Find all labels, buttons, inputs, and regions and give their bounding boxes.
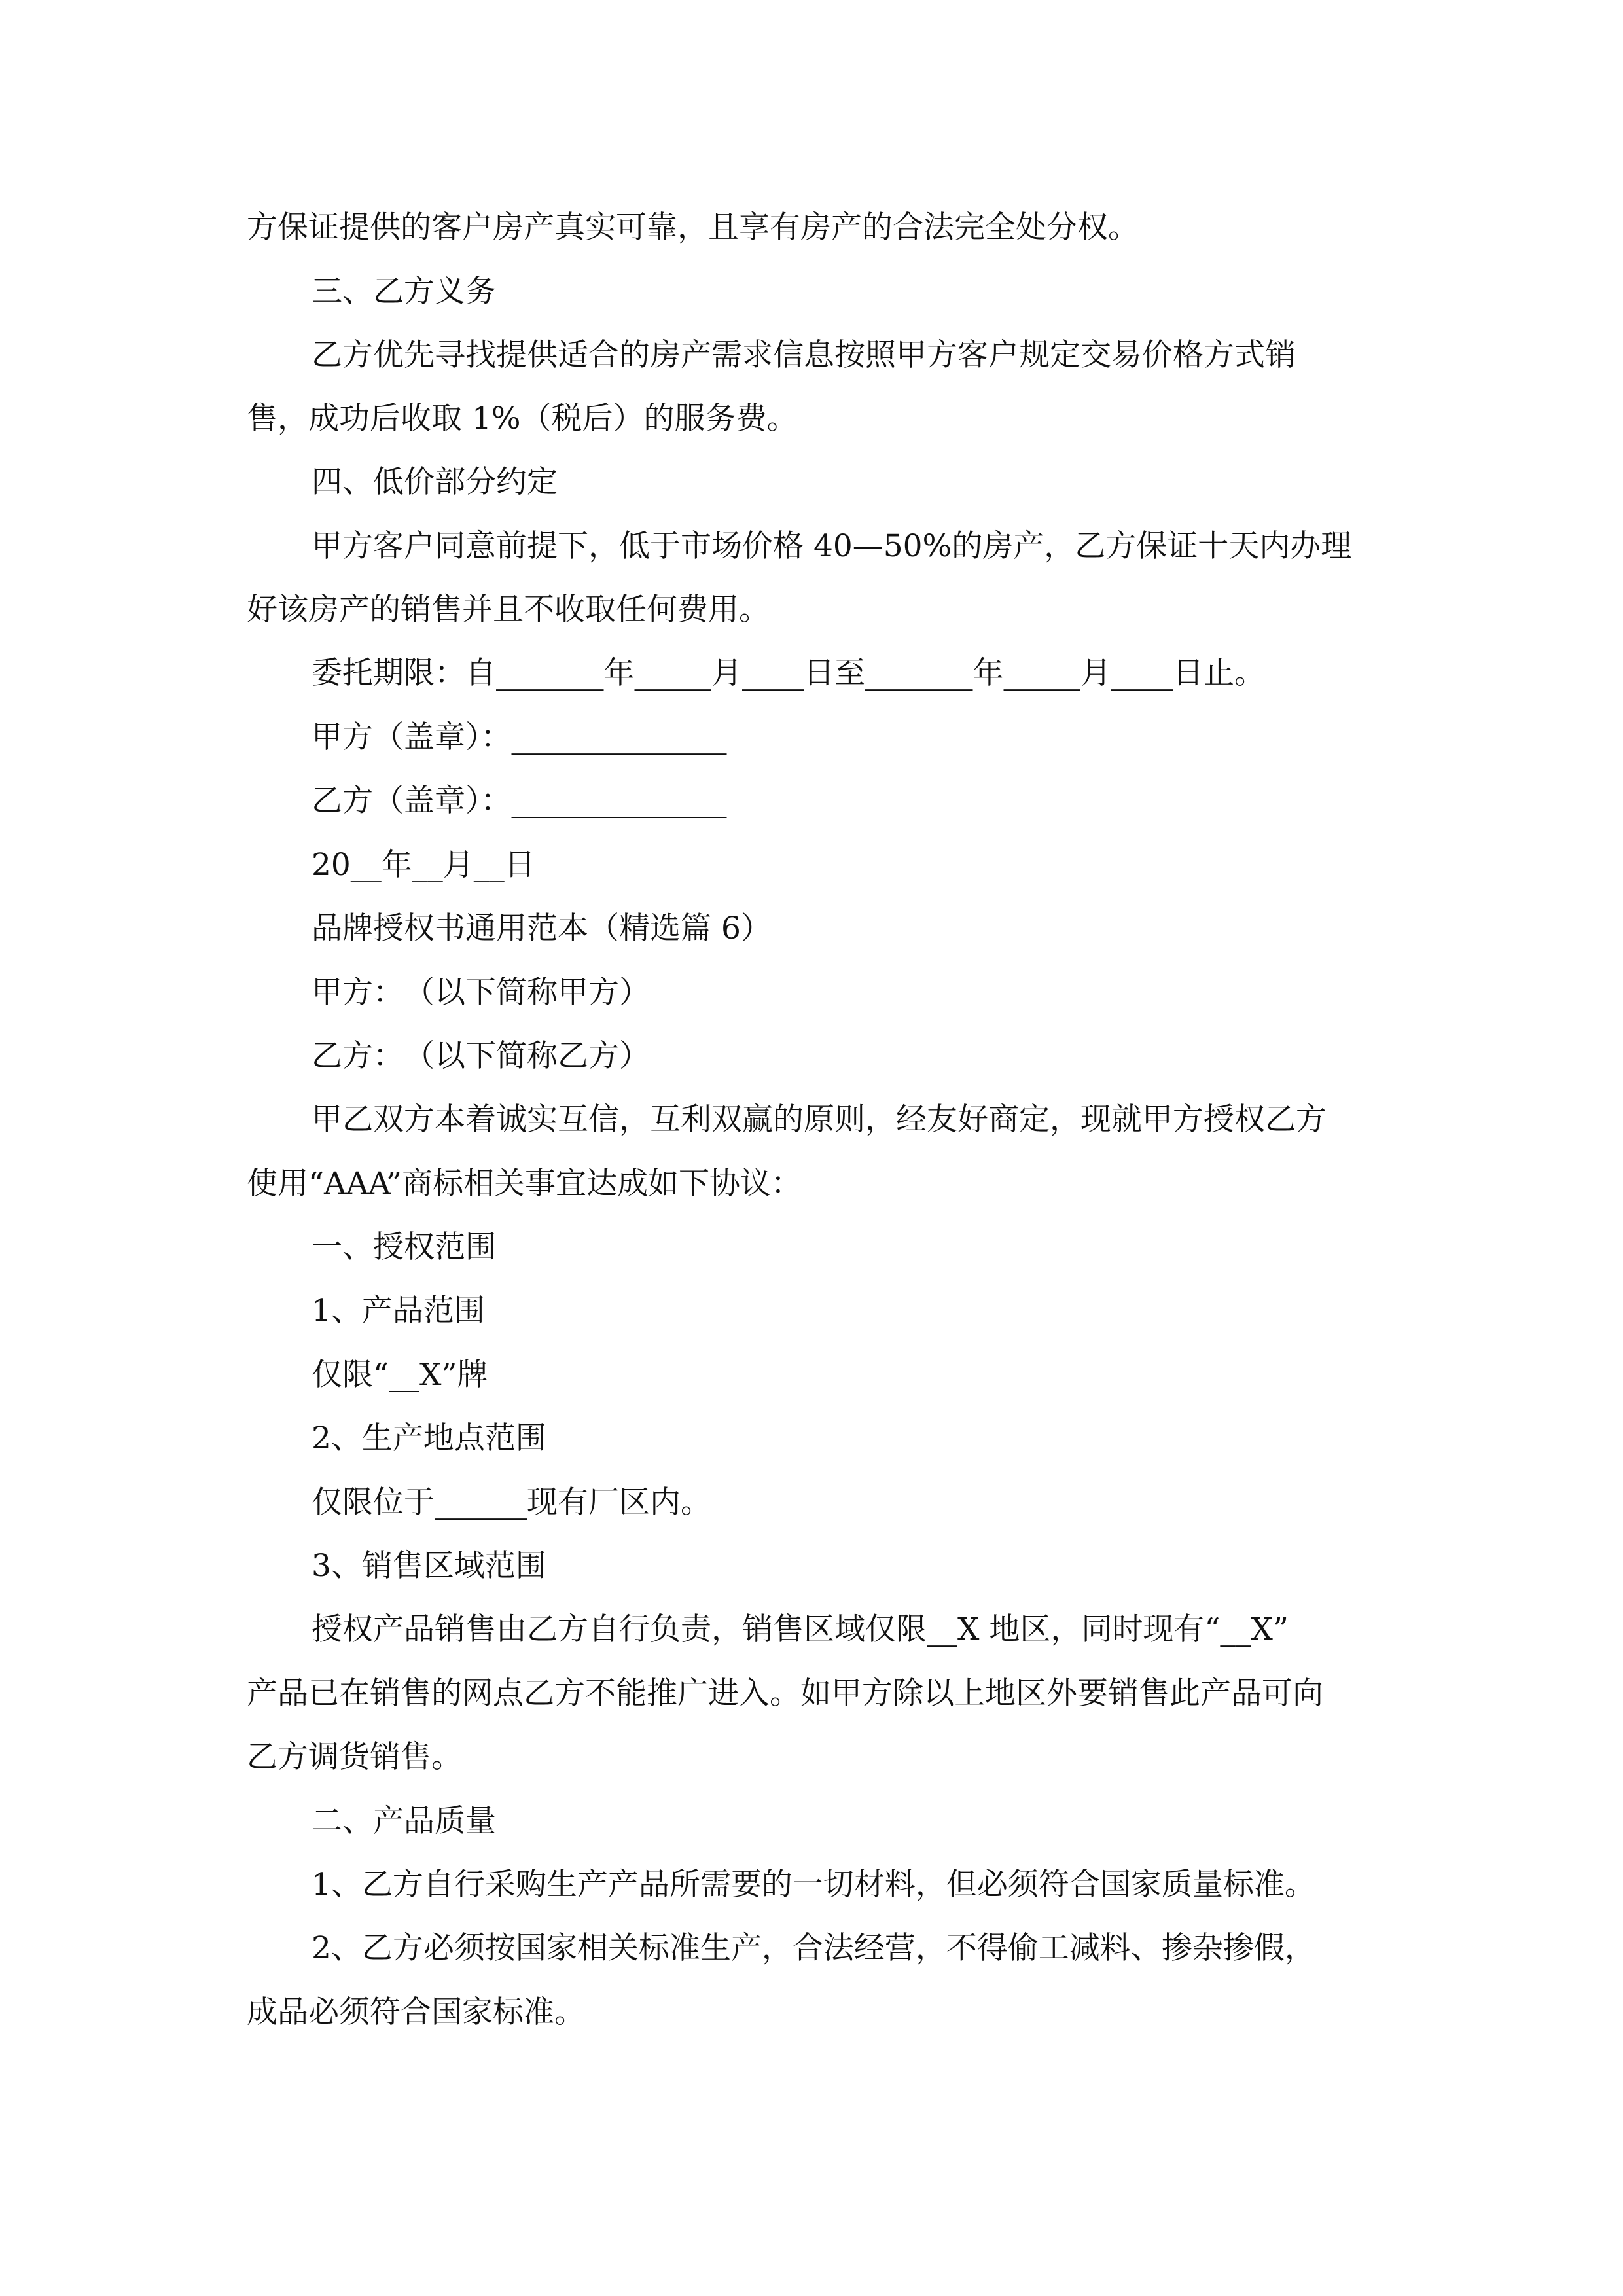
text-line: 乙方调货销售。 xyxy=(247,1739,462,1775)
party-line: 甲方： （以下简称甲方） xyxy=(312,975,650,1011)
text-line: 授权产品销售由乙方自行负责，销售区域仅限__X 地区，同时现有“__X” xyxy=(312,1611,1289,1647)
text-line: 售，成功后收取 1%（税后）的服务费。 xyxy=(247,401,798,437)
text-line: 1、乙方自行采购生产产品所需要的一切材料，但必须符合国家质量标准。 xyxy=(312,1867,1315,1903)
section-heading: 三、乙方义务 xyxy=(312,274,496,310)
text-line: 甲乙双方本着诚实互信，互利双赢的原则，经友好商定，现就甲方授权乙方 xyxy=(312,1102,1327,1138)
section-heading: 四、低价部分约定 xyxy=(312,464,558,500)
text-line: 方保证提供的客户房产真实可靠，且享有房产的合法完全处分权。 xyxy=(247,209,1139,245)
text-line: 成品必须符合国家标准。 xyxy=(247,1994,585,2030)
text-line: 委托期限：自_______年_____月____日至_______年_____月____日止。 xyxy=(312,655,1265,691)
text-line: 产品已在销售的网点乙方不能推广进入。如甲方除以上地区外要销售此产品可向 xyxy=(247,1676,1323,1712)
subsection-heading: 1、产品范围 xyxy=(312,1293,485,1329)
section-heading: 一、授权范围 xyxy=(312,1229,496,1265)
text-line: 乙方优先寻找提供适合的房产需求信息按照甲方客户规定交易价格方式销 xyxy=(312,337,1296,373)
subsection-heading: 2、生产地点范围 xyxy=(312,1420,546,1456)
text-line: 好该房产的销售并且不收取任何费用。 xyxy=(247,592,770,628)
text-line: 使用“AAA”商标相关事宜达成如下协议： xyxy=(247,1166,802,1202)
subsection-heading: 3、销售区域范围 xyxy=(312,1548,546,1584)
text-line: 2、乙方必须按国家相关标准生产，合法经营，不得偷工减料、掺杂掺假， xyxy=(312,1930,1315,1966)
text-line: 甲方客户同意前提下，低于市场价格 40—50%的房产，乙方保证十天内办理 xyxy=(312,528,1352,564)
signature-line: 乙方（盖章）：______________ xyxy=(312,783,727,819)
document-title: 品牌授权书通用范本（精选篇 6） xyxy=(312,910,772,946)
text-line: 仅限“__X”牌 xyxy=(312,1357,488,1393)
text-line: 仅限位于______现有厂区内。 xyxy=(312,1484,711,1520)
party-line: 乙方： （以下简称乙方） xyxy=(312,1038,650,1074)
section-heading: 二、产品质量 xyxy=(312,1803,496,1839)
date-line: 20__年__月__日 xyxy=(312,847,535,883)
signature-line: 甲方（盖章）：______________ xyxy=(312,719,727,755)
